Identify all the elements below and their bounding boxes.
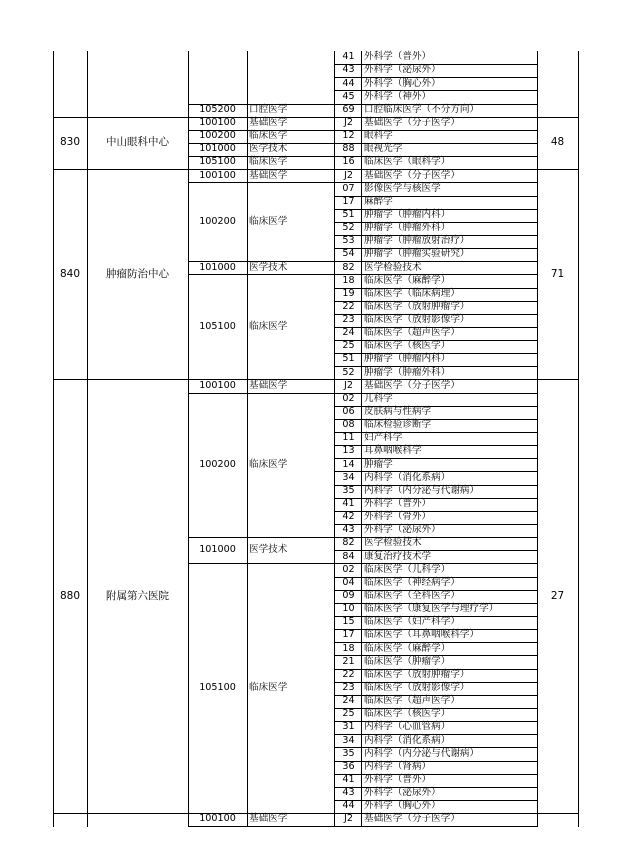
direction-code: 08 [342,419,355,431]
direction-code: 45 [342,90,355,102]
direction-code: 34 [342,471,355,483]
direction-name: 外科学（胸心外） [364,77,441,89]
major-code: 100100 [199,813,236,825]
major-name: 临床医学 [249,156,288,168]
direction-code: 88 [342,143,355,155]
major-name: 口腔医学 [249,103,288,115]
direction-code: 41 [342,773,355,785]
direction-code: 36 [342,760,355,772]
major-name: 临床医学 [249,215,288,227]
major-name: 基础医学 [249,379,288,391]
direction-name: 肿瘤学（肿瘤实验研究） [364,248,470,260]
direction-name: 皮肤病与性病学 [364,406,432,418]
column-divider [87,51,88,827]
enrollment-total: 71 [550,267,565,280]
direction-code: 43 [342,64,355,76]
direction-code: 02 [342,392,355,404]
direction-name: 临床医学（妇产科学） [364,616,460,628]
direction-code: 82 [342,261,355,273]
major-name: 临床医学 [249,681,288,693]
direction-name: 临床医学（麻醉学） [364,274,451,286]
direction-name: 眼视光学 [364,143,403,155]
direction-code: 69 [342,103,355,115]
direction-code: 31 [342,721,355,733]
direction-code: 02 [342,563,355,575]
major-code: 101000 [199,261,236,273]
direction-name: 外科学（泌尿外） [364,787,441,799]
major-code: 100100 [199,169,236,181]
major-code: 100100 [199,116,236,128]
college-name: 中山眼科中心 [106,136,169,149]
column-divider [53,51,54,827]
row-divider [188,274,335,275]
direction-name: 临床医学（临床病理） [364,287,460,299]
direction-name: 临床医学（儿科学） [364,563,451,575]
direction-name: 眼科学 [364,130,393,142]
direction-name: 外科学（神外） [364,90,432,102]
major-name: 基础医学 [249,116,288,128]
direction-code: 53 [342,235,355,247]
direction-name: 肿瘤学（肿瘤外科） [364,366,451,378]
major-code: 101000 [199,143,236,155]
direction-name: 临床医学（麻醉学） [364,642,451,654]
direction-code: 24 [342,327,355,339]
direction-name: 妇产科学 [364,432,403,444]
direction-name: 临床医学（超声医学） [364,695,460,707]
direction-code: 12 [342,130,355,142]
direction-code: 11 [342,432,355,444]
direction-code: 52 [342,366,355,378]
direction-name: 外科学（普外） [364,51,432,63]
direction-name: 康复治疗技术学 [364,550,432,562]
direction-name: 内科学（消化系病） [364,471,451,483]
direction-name: 临床医学（肿瘤学） [364,655,451,667]
direction-name: 临床检验诊断学 [364,419,432,431]
direction-code: J2 [344,379,353,391]
row-divider [188,182,335,183]
direction-code: 13 [342,445,355,457]
direction-name: 临床医学（核医学） [364,340,451,352]
direction-code: 42 [342,511,355,523]
direction-code: J2 [344,116,353,128]
direction-code: 24 [342,695,355,707]
major-code: 101000 [199,544,236,556]
direction-name: 内科学（内分泌与代谢病） [364,484,480,496]
direction-name: 口腔临床医学（不分方向） [364,103,480,115]
direction-code: 51 [342,208,355,220]
direction-name: 临床医学（核医学） [364,708,451,720]
direction-code: 84 [342,550,355,562]
direction-code: 35 [342,747,355,759]
column-divider [578,51,579,827]
major-code: 105100 [199,681,236,693]
major-code: 105100 [199,320,236,332]
direction-name: 内科学（心血管病） [364,721,451,733]
direction-name: 临床医学（耳鼻咽喉科学） [364,629,480,641]
column-divider [188,51,189,827]
direction-name: 基础医学（分子医学） [364,116,460,128]
direction-code: 23 [342,681,355,693]
direction-name: 临床医学（放射肿瘤学） [364,668,470,680]
major-name: 临床医学 [249,320,288,332]
direction-code: 25 [342,340,355,352]
row-divider [188,537,335,538]
direction-code: J2 [344,169,353,181]
direction-name: 基础医学（分子医学） [364,169,460,181]
major-code: 100200 [199,458,236,470]
direction-code: 44 [342,77,355,89]
direction-code: 34 [342,734,355,746]
direction-name: 肿瘤学 [364,458,393,470]
direction-name: 外科学（普外） [364,498,432,510]
column-divider [537,51,538,827]
direction-code: 51 [342,353,355,365]
direction-code: 18 [342,642,355,654]
direction-code: 16 [342,156,355,168]
direction-name: 医学检验技术 [364,261,422,273]
college-name: 附属第六医院 [106,589,169,602]
direction-code: 22 [342,300,355,312]
direction-name: 内科学（肾病） [364,760,432,772]
direction-name: 基础医学（分子医学） [364,379,460,391]
direction-name: 医学检验技术 [364,537,422,549]
direction-name: 临床医学（眼科学） [364,156,451,168]
direction-code: 19 [342,287,355,299]
college-code: 830 [59,136,81,149]
direction-name: 外科学（骨外） [364,511,432,523]
direction-code: 07 [342,182,355,194]
major-name: 临床医学 [249,130,288,142]
direction-code: 43 [342,524,355,536]
direction-code: 14 [342,458,355,470]
direction-name: 临床医学（全科医学） [364,590,460,601]
direction-code: 54 [342,248,355,260]
major-code: 100200 [199,215,236,227]
major-code: 100100 [199,379,236,391]
direction-name: 外科学（泌尿外） [364,524,441,536]
direction-code: 52 [342,222,355,234]
direction-name: 麻醉学 [364,195,393,207]
column-divider [334,51,335,827]
direction-code: 43 [342,787,355,799]
direction-name: 临床医学（康复医学与理疗学） [364,603,499,615]
direction-code: 23 [342,314,355,326]
direction-name: 临床医学（放射肿瘤学） [364,300,470,312]
major-code: 100200 [199,130,236,142]
enrollment-total: 48 [550,136,565,149]
direction-code: 18 [342,274,355,286]
direction-name: 肿瘤学（肿瘤外科） [364,222,451,234]
major-code: 105200 [199,103,236,115]
column-divider [361,51,362,827]
college-name: 肿瘤防治中心 [106,267,169,280]
direction-name: 肿瘤学（肿瘤内科） [364,353,451,365]
direction-name: 临床医学（放射影像学） [364,681,470,693]
major-name: 基础医学 [249,813,288,825]
direction-code: 06 [342,406,355,418]
direction-name: 临床医学（放射影像学） [364,314,470,326]
direction-name: 外科学（胸心外） [364,800,441,812]
college-code: 880 [59,589,81,602]
direction-code: 09 [342,590,355,601]
direction-code: 44 [342,800,355,812]
direction-code: 17 [342,629,355,641]
major-code: 105100 [199,156,236,168]
direction-code: 41 [342,498,355,510]
direction-code: J2 [344,813,353,825]
direction-name: 基础医学（分子医学） [364,813,460,825]
direction-code: 25 [342,708,355,720]
row-divider [188,563,335,564]
major-name: 临床医学 [249,458,288,470]
direction-name: 耳鼻咽喉科学 [364,445,422,457]
direction-name: 外科学（泌尿外） [364,64,441,76]
direction-code: 22 [342,668,355,680]
direction-name: 临床医学（神经病学） [364,576,460,588]
college-code: 840 [59,267,81,280]
row-divider [188,393,335,394]
direction-code: 21 [342,655,355,667]
direction-code: 04 [342,576,355,588]
column-divider [247,51,248,827]
direction-code: 15 [342,616,355,628]
direction-code: 82 [342,537,355,549]
direction-name: 肿瘤学（肿瘤放射治疗） [364,235,470,247]
major-name: 基础医学 [249,169,288,181]
major-name: 医学技术 [249,544,288,556]
direction-name: 肿瘤学（肿瘤内科） [364,208,451,220]
direction-code: 35 [342,484,355,496]
direction-code: 10 [342,603,355,615]
direction-name: 内科学（消化系病） [364,734,451,746]
direction-name: 影像医学与核医学 [364,182,441,194]
direction-name: 儿科学 [364,392,393,404]
direction-name: 外科学（普外） [364,773,432,785]
direction-name: 内科学（内分泌与代谢病） [364,747,480,759]
enrollment-total: 27 [550,589,565,602]
direction-code: 41 [342,51,355,63]
major-name: 医学技术 [249,261,288,273]
direction-name: 临床医学（超声医学） [364,327,460,339]
major-name: 医学技术 [249,143,288,155]
row-divider [188,826,538,827]
direction-code: 17 [342,195,355,207]
